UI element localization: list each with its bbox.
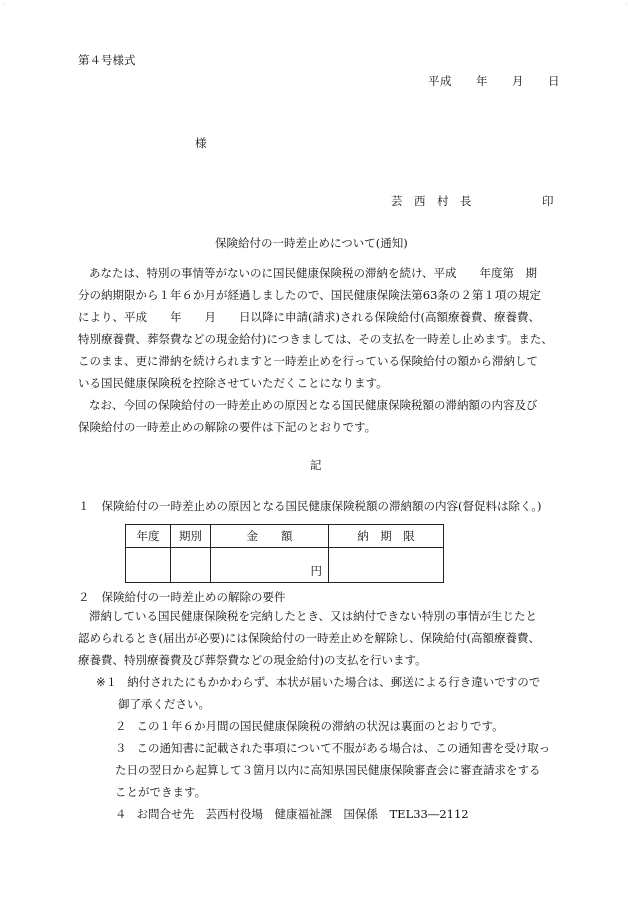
intro-line: あなたは、特別の事情等がないのに国民健康保険税の滞納を続け、平成 年度第 期 bbox=[89, 266, 538, 280]
form-number: 第４号様式 bbox=[78, 53, 136, 67]
arrears-table bbox=[125, 524, 444, 583]
section-2-number: ２ bbox=[78, 590, 90, 604]
section-1-number: １ bbox=[78, 499, 90, 513]
header-due-date: 納 期 限 bbox=[329, 525, 444, 548]
note-line: 御了承ください。 bbox=[118, 697, 210, 711]
date-line: 平成 年 月 日 bbox=[428, 74, 560, 88]
note-1-mark: ※１ bbox=[96, 675, 118, 689]
corner-mark bbox=[626, 3, 627, 4]
note-line: この１年６か月間の国民健康保険税の滞納の状況は裏面のとおりです。 bbox=[136, 719, 504, 733]
table-row bbox=[126, 548, 444, 583]
seal-mark: 印 bbox=[542, 194, 554, 208]
section-2-body bbox=[78, 605, 540, 671]
note-line: ことができます。 bbox=[115, 785, 207, 799]
header-period: 期別 bbox=[171, 525, 211, 548]
section-2-title: 保険給付の一時差止めの解除の要件 bbox=[101, 590, 286, 604]
intro-line: いる国民健康保険税を控除させていただくことになります。 bbox=[78, 376, 388, 390]
note-line: 納付されたにもかかわらず、本状が届いた場合は、郵送による行き違いですので bbox=[127, 675, 541, 689]
section-2-line: 滞納している国民健康保険税を完納したとき、又は納付できない特別の事情が生じたと bbox=[89, 609, 538, 623]
cell-due-date bbox=[329, 548, 444, 583]
note-2 bbox=[115, 715, 504, 737]
sender-name: 芸 西 村 長 bbox=[391, 194, 472, 208]
intro-line: 分の納期限から１年６か月が経過しましたので、国民健康保険法第63条の２第１項の規定 bbox=[78, 288, 541, 302]
intro-line: このまま、更に滞納を続けられますと一時差止めを行っている保険給付の額から滞納して bbox=[78, 354, 538, 368]
document-title: 保険給付の一時差止めについて(通知) bbox=[215, 236, 408, 250]
addressee-suffix: 様 bbox=[195, 136, 207, 150]
header-fiscal-year: 年度 bbox=[126, 525, 171, 548]
note-2-mark: ２ bbox=[115, 719, 127, 733]
intro-line: 特別療養費、葬祭費などの現金給付)につきましては、その支払を一時差し止めます。また、 bbox=[78, 332, 553, 346]
section-1-heading bbox=[78, 498, 542, 514]
intro-line: 保険給付の一時差止めの解除の要件は下記のとおりです。 bbox=[78, 420, 377, 434]
cell-fiscal-year bbox=[126, 548, 171, 583]
intro-line: なお、今回の保険給付の一時差止めの原因となる国民健康保険税額の滞納額の内容及び bbox=[89, 398, 538, 412]
contact-info: お問合せ先 芸西村役場 健康福祉課 国保係 TEL33―2112 bbox=[136, 807, 469, 821]
note-3-mark: ３ bbox=[115, 741, 127, 755]
note-4-mark: ４ bbox=[115, 807, 127, 821]
section-2-line: 療養費、特別療養費及び葬祭費などの現金給付)の支払を行います。 bbox=[78, 653, 427, 667]
section-2-line: 認められるとき(届出が必要)には保険給付の一時差止めを解除し、保険給付(高額療養費、 bbox=[78, 631, 540, 645]
intro-paragraph bbox=[78, 262, 553, 438]
cell-amount: 円 bbox=[211, 548, 329, 583]
intro-line: により、平成 年 月 日以降に申請(請求)される保険給付(高額療養費、療養費、 bbox=[78, 310, 540, 324]
corner-mark bbox=[3, 3, 4, 4]
note-4 bbox=[115, 803, 469, 825]
table-header-row bbox=[126, 525, 444, 548]
section-1-title: 保険給付の一時差止めの原因となる国民健康保険税額の滞納額の内容(督促料は除く。) bbox=[101, 499, 542, 513]
note-line: この通知書に記載された事項について不服がある場合は、この通知書を受け取っ bbox=[136, 741, 551, 755]
header-amount: 金 額 bbox=[211, 525, 329, 548]
section-2-heading bbox=[78, 589, 286, 605]
note-line: た日の翌日から起算して３箇月以内に高知県国民健康保険審査会に審査請求をする bbox=[115, 763, 541, 777]
note-1 bbox=[96, 671, 540, 715]
ki-heading: 記 bbox=[310, 458, 322, 472]
note-3 bbox=[115, 737, 550, 803]
cell-period bbox=[171, 548, 211, 583]
